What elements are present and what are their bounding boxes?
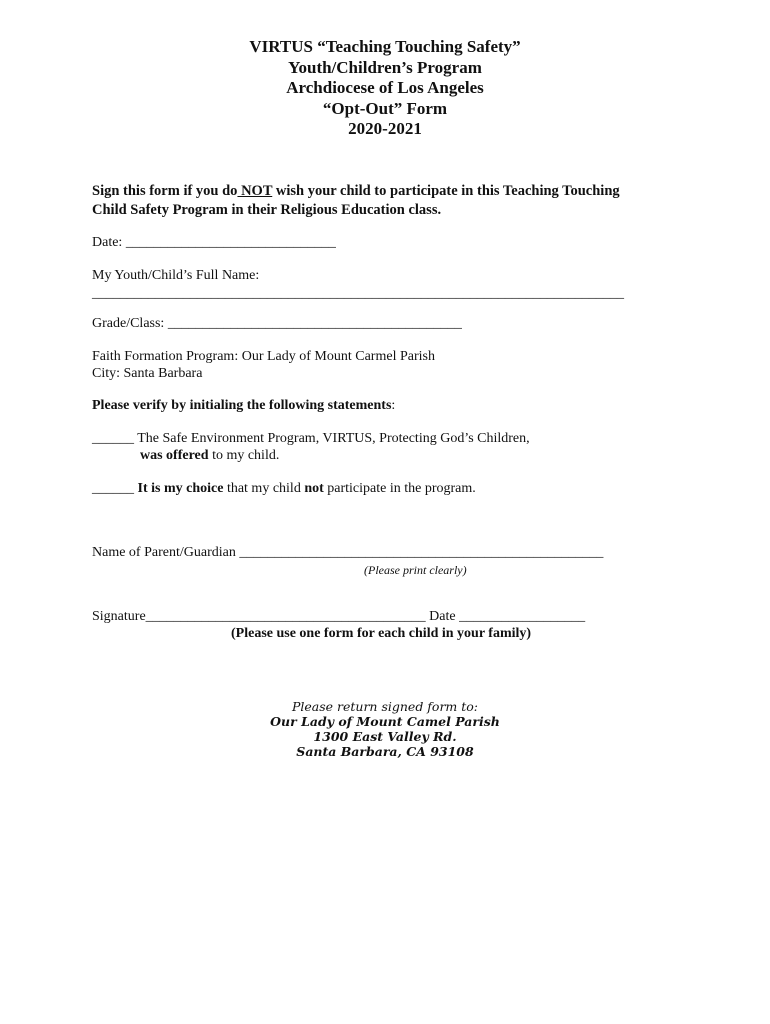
statement-2-mid: that my child <box>223 481 305 496</box>
return-street: 1300 East Valley Rd. <box>313 729 457 744</box>
return-label: Please return signed form to: <box>291 699 479 714</box>
title-line-1: VIRTUS “Teaching Touching Safety” <box>249 37 521 56</box>
print-clearly-note: (Please print clearly) <box>364 563 467 577</box>
verify-bold: Please verify by initialing the following statements <box>92 398 392 413</box>
return-city: Santa Barbara, CA 93108 <box>296 744 474 759</box>
signature-date-field[interactable]: Signature________________________________________ Date __________________ <box>92 609 586 624</box>
statement-2-rest: participate in the program. <box>323 481 476 496</box>
city-text: City: Santa Barbara <box>92 366 203 381</box>
intro-text-3: Child Safety Program in their Religious Education class. <box>92 202 442 218</box>
verify-instruction <box>92 398 395 414</box>
grade-class-field[interactable]: Grade/Class: __________________________________________ <box>92 316 462 331</box>
statement-2-initial-blank[interactable]: ______ <box>92 481 134 496</box>
date-field[interactable]: Date: ______________________________ <box>92 235 336 250</box>
statement-2-bold-2: not <box>304 481 324 496</box>
child-name-label: My Youth/Child’s Full Name: <box>92 268 260 283</box>
one-form-note: (Please use one form for each child in your family) <box>231 626 532 641</box>
intro-not: NOT <box>237 183 273 199</box>
intro-text-2: wish your child to participate in this Teaching Touching <box>272 183 620 199</box>
statement-1-initial-blank[interactable]: ______ <box>92 431 134 446</box>
parent-guardian-field[interactable]: Name of Parent/Guardian ____________________________________________________ <box>92 545 604 560</box>
statement-2-bold-1: It is my choice <box>134 481 224 496</box>
statement-1-cont <box>140 448 279 464</box>
statement-1-bold: was offered <box>140 448 209 463</box>
return-parish: Our Lady of Mount Camel Parish <box>270 714 500 729</box>
statement-1 <box>92 431 530 447</box>
title-line-2: Youth/Children’s Program <box>288 57 482 77</box>
intro-text-1: Sign this form if you do <box>92 183 238 199</box>
verify-colon: : <box>391 398 396 413</box>
faith-formation-program: Faith Formation Program: Our Lady of Mount Carmel Parish <box>92 349 435 364</box>
form-title <box>0 37 770 140</box>
statement-2 <box>92 481 476 497</box>
statement-1-rest: to my child. <box>208 448 280 463</box>
child-name-field[interactable]: ____________________________________________________________________________ <box>92 286 624 301</box>
title-line-3: Archdiocese of Los Angeles <box>286 78 484 97</box>
statement-1-text: The Safe Environment Program, VIRTUS, Protecting God’s Children, <box>134 431 530 446</box>
title-line-4: “Opt-Out” Form <box>322 98 448 118</box>
title-line-5: 2020-2021 <box>348 119 422 138</box>
intro-instructions <box>92 182 620 220</box>
